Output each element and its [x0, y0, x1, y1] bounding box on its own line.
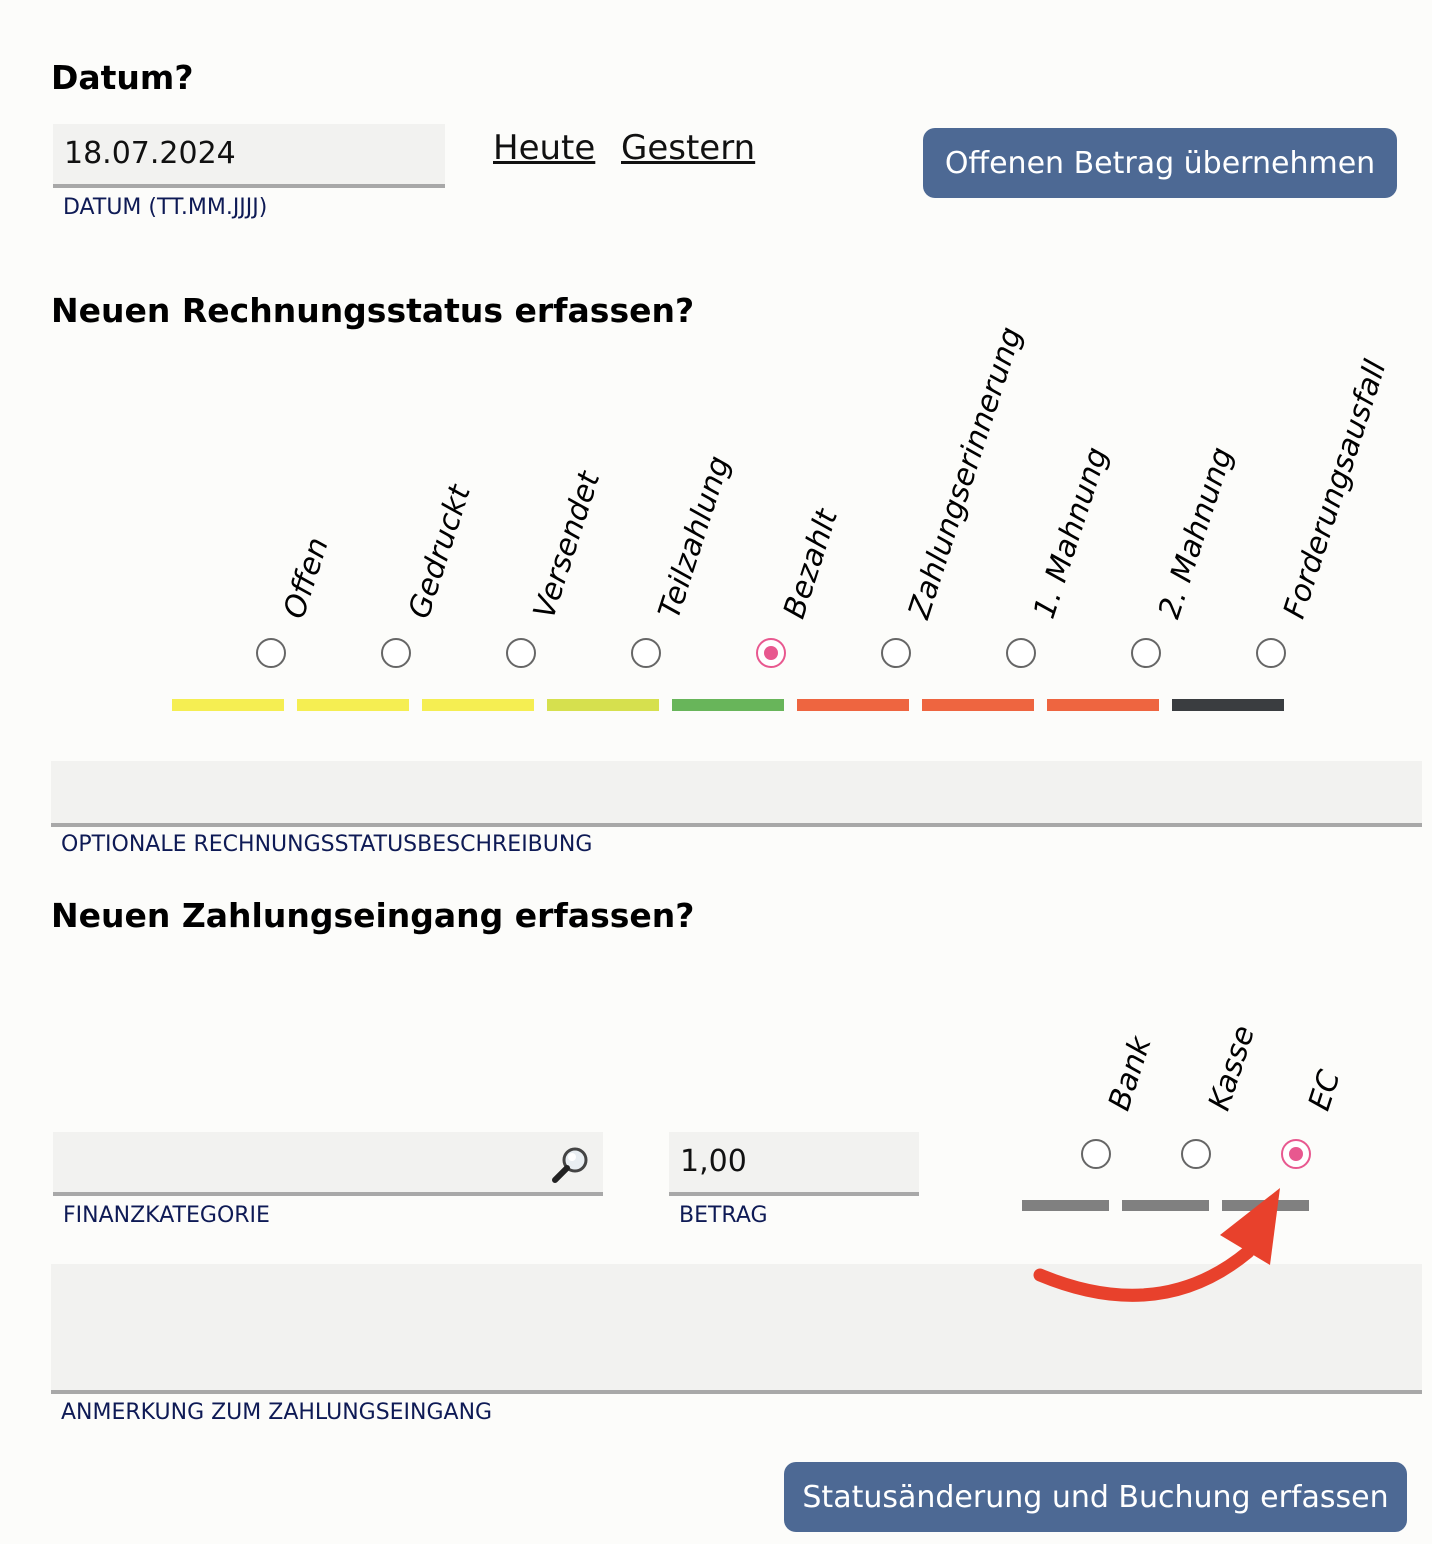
- status-option-label[interactable]: Teilzahlung: [652, 451, 738, 623]
- status-option-label[interactable]: Bezahlt: [777, 505, 845, 623]
- status-color-bar: [547, 699, 659, 711]
- date-field[interactable]: [53, 124, 445, 188]
- payment-method-radio[interactable]: [1181, 1139, 1211, 1169]
- status-option-radio[interactable]: [881, 638, 911, 668]
- payment-method-label[interactable]: Kasse: [1202, 1021, 1263, 1115]
- status-description-label: OPTIONALE RECHNUNGSSTATUSBESCHREIBUNG: [61, 832, 593, 857]
- status-color-bar: [422, 699, 534, 711]
- amount-value: 1,00: [680, 1144, 747, 1179]
- finance-category-field[interactable]: [53, 1132, 603, 1196]
- payment-heading: Neuen Zahlungseingang erfassen?: [51, 896, 695, 935]
- payment-method-radio[interactable]: [1081, 1139, 1111, 1169]
- status-option-label[interactable]: Zahlungserinnerung: [902, 322, 1030, 623]
- status-option-radio[interactable]: [256, 638, 286, 668]
- take-open-amount-button[interactable]: Offenen Betrag übernehmen: [923, 128, 1397, 198]
- status-color-bar: [172, 699, 284, 711]
- status-color-bar: [672, 699, 784, 711]
- status-option-radio[interactable]: [631, 638, 661, 668]
- amount-field[interactable]: [669, 1132, 919, 1196]
- amount-label: BETRAG: [679, 1203, 768, 1228]
- status-color-bar: [1047, 699, 1159, 711]
- status-description-field[interactable]: [51, 761, 1422, 827]
- status-option-label[interactable]: 1. Mahnung: [1027, 443, 1116, 623]
- status-option-label[interactable]: 2. Mahnung: [1152, 443, 1241, 623]
- payment-method-label[interactable]: EC: [1302, 1066, 1348, 1115]
- status-option-radio[interactable]: [506, 638, 536, 668]
- yesterday-link[interactable]: Gestern: [621, 128, 756, 168]
- status-color-bar: [297, 699, 409, 711]
- status-color-bar: [922, 699, 1034, 711]
- status-heading: Neuen Rechnungsstatus erfassen?: [51, 291, 695, 330]
- today-link[interactable]: Heute: [493, 128, 596, 168]
- status-option-radio[interactable]: [1256, 638, 1286, 668]
- status-option-radio[interactable]: [381, 638, 411, 668]
- status-color-bar: [797, 699, 909, 711]
- payment-method-label[interactable]: Bank: [1102, 1032, 1159, 1115]
- date-heading: Datum?: [51, 58, 194, 97]
- status-option-radio[interactable]: [1006, 638, 1036, 668]
- date-value: 18.07.2024: [64, 136, 236, 171]
- status-option-label[interactable]: Forderungsausfall: [1277, 356, 1394, 623]
- status-color-bar: [1172, 699, 1284, 711]
- status-option-label[interactable]: Gedruckt: [402, 481, 478, 623]
- payment-method-radio[interactable]: [1281, 1139, 1311, 1169]
- status-option-label[interactable]: Offen: [277, 533, 336, 623]
- finance-category-label: FINANZKATEGORIE: [63, 1203, 270, 1228]
- status-option-radio[interactable]: [1131, 638, 1161, 668]
- status-option-label[interactable]: Versendet: [527, 467, 608, 623]
- annotation-arrow-icon: [1030, 1180, 1330, 1320]
- status-option-radio[interactable]: [756, 638, 786, 668]
- magnifier-icon[interactable]: [549, 1144, 593, 1188]
- payment-note-label: ANMERKUNG ZUM ZAHLUNGSEINGANG: [61, 1400, 493, 1425]
- date-label: DATUM (TT.MM.JJJJ): [63, 195, 268, 220]
- submit-button[interactable]: Statusänderung und Buchung erfassen: [784, 1462, 1407, 1532]
